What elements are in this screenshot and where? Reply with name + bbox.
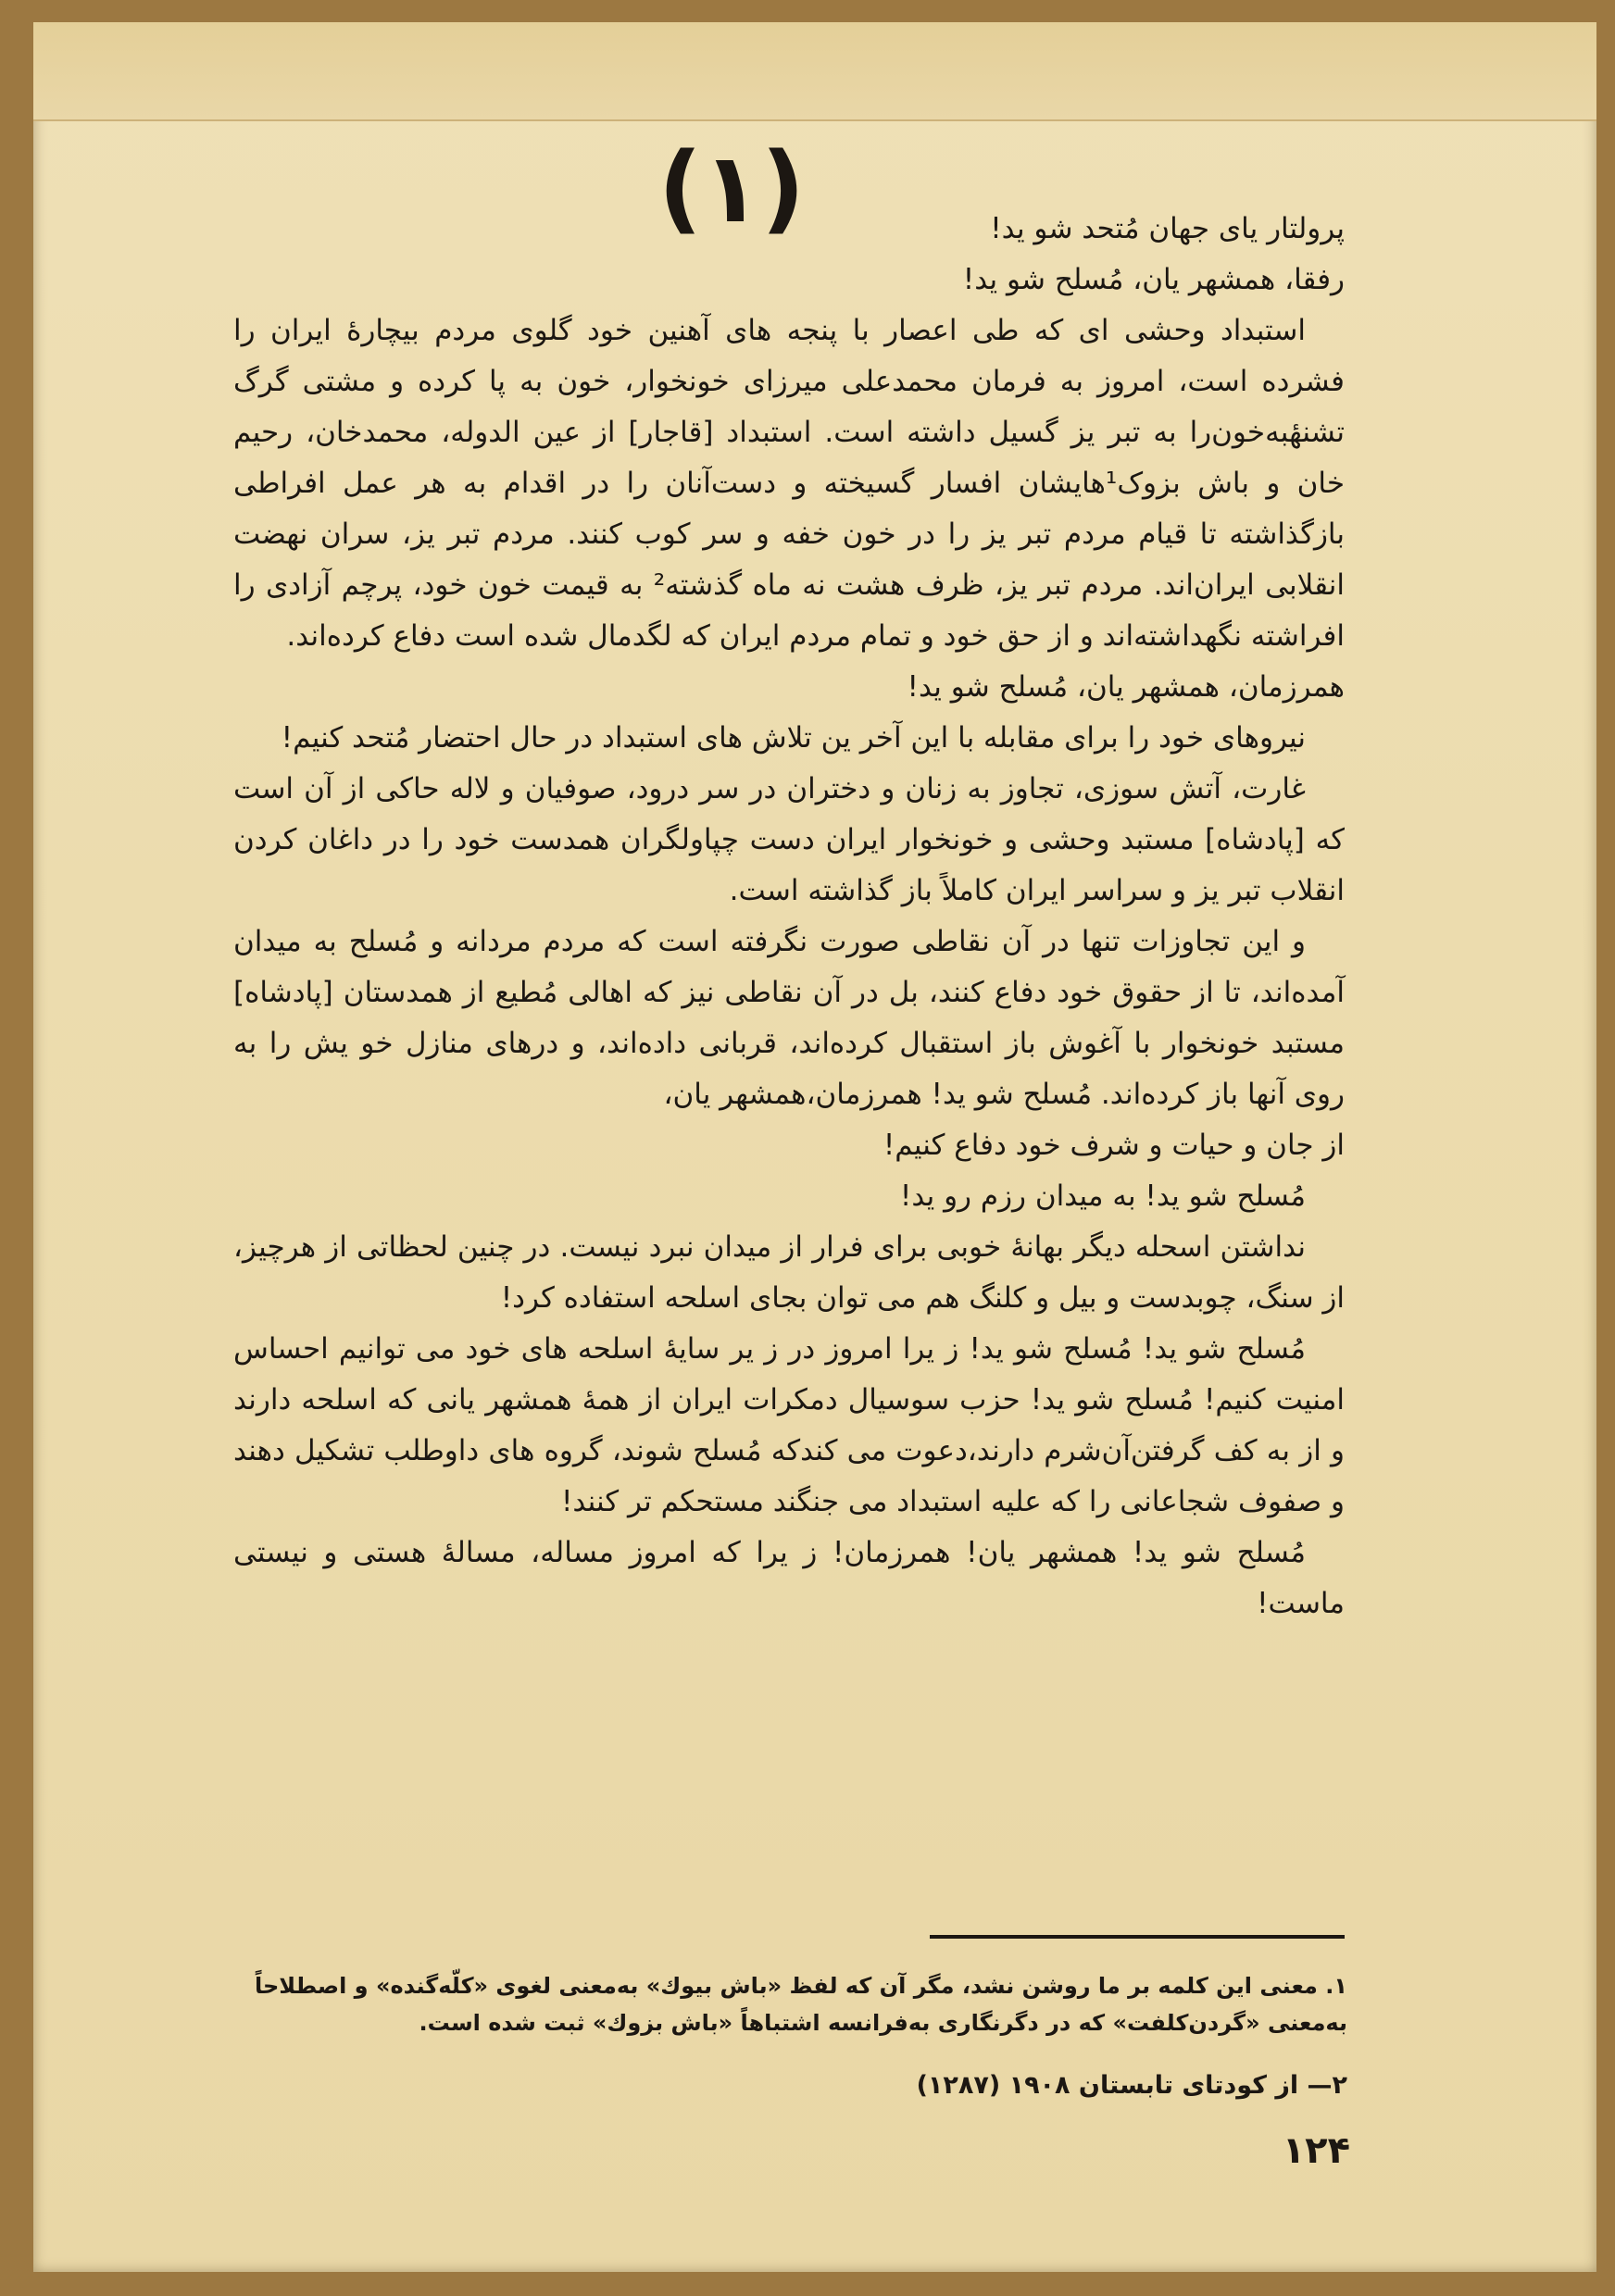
footnote-1: ۱. معنی این کلمه بر ما روشن نشد، مگر آن که لفظ «باش بیوك» به‌معنی لغوی «کلّه‌گنده» و اصطلاحاً به‌معنی «گردن‌کلفت» که در دگرنگاری به‌فرانسه اشتباهاً «باش بزوك» ثبت شده است.	[254, 1973, 1347, 2036]
paragraph-plunder: غارت، آتش سوزی، تجاوز به زنان و دختران در سر درود، صوفیان و لاله حاکی از آن است که [پادشاه] مستبد وحشی و خونخوار ایران دست چپاولگران همدست خود را در داغان کردن انقلاب تبر یز و سراسر ایران کاملاً باز گذاشته است.	[233, 772, 1345, 907]
page-number: ۱۲۴	[1282, 2129, 1350, 2172]
section-heading: (۱)	[657, 131, 806, 244]
paragraph-no-weapons: نداشتن اسحله دیگر بهانهٔ خوبی برای فرار از میدان نبرد نیست. در چنین لحظاتی از هرچیز، از سنگ، چوبدست و بیل و کلنگ هم می توان بجای اسلحه استفاده کرد!	[233, 1230, 1345, 1315]
slogan-fellow-fighters: همرزمان، همشهر یان، مُسلح شو ید!	[907, 670, 1345, 704]
paragraph-despotism: استبداد وحشی ای که طی اعصار با پنجه های آهنین خود گلوی مردم بیچارهٔ ایران را فشرده است، امروز به فرمان محمدعلی میرزای خونخوار، خون به پا کرده و مشتی گرگ تشنهٔبه‌خون‌را به تبر یز گسیل داشته است. استبداد [قاجار] از عین الدوله، محمدخان، رحیم خان و باش بزوک‌¹هایشان افسار گسیخته و دست‌آنان را در اقدام به هر عمل افراطی بازگذاشته تا قیام مردم تبر یز را در خون خفه و سر کوب کنند. مردم تبر یز، سران نهضت انقلابی ایران‌اند. مردم تبر یز، ظرف هشت نه ماه گذشته² به قیمت خون خود، پرچم آزادی را افراشته نگهداشته‌اند و از حق خود و تمام مردم ایران که لگدمال شده است دفاع کرده‌اند.	[233, 314, 1345, 653]
body-text	[233, 204, 1345, 1629]
paragraph-aggressions: و این تجاوزات تنها در آن نقاطی صورت نگرفته است که مردم مردانه و مُسلح به میدان آمده‌اند، تا از حقوق خود دفاع کنند، بل در آن نقاطی نیز که اهالی مُطیع از همدستان [پادشاه] مستبد خونخوار با آغوش باز استقبال کرده‌اند، قربانی داده‌اند، و درهای منازل خو یش را به روی آنها باز کرده‌اند. مُسلح شو ید! همرزمان،همشهر یان،	[233, 925, 1345, 1111]
slogan-comrades-arm: رفقا، همشهر یان، مُسلح شو ید!	[962, 263, 1345, 296]
footnote-2: ۲— از کودتای تابستان ۱۹۰۸ (۱۲۸۷)	[916, 2071, 1347, 2100]
footnotes	[208, 1967, 1347, 2104]
slogan-workers-unite: پرولتار یای جهان مُتحد شو ید!	[990, 212, 1345, 245]
slogan-to-battlefield: مُسلح شو ید! به میدان رزم رو ید!	[899, 1179, 1306, 1213]
paragraph-defend-life: از جان و حیات و شرف خود دفاع کنیم!	[883, 1129, 1345, 1162]
paragraph-unite-forces: نیروهای خود را برای مقابله با این آخر ین تلاش های استبداد در حال احتضار مُتحد کنیم!	[281, 721, 1306, 755]
paper-fold-strip	[33, 22, 1596, 121]
paragraph-arm-yourselves: مُسلح شو ید! مُسلح شو ید! ز یرا امروز در ز یر سایهٔ اسلحه های خود می توانیم احساس امنیت کنیم! مُسلح شو ید! حزب سوسیال دمکرات ایران از همهٔ همشهر یانی که اسلحه دارند و از به کف گرفتن‌آن‌شرم دارند،دعوت می کندکه مُسلح شوند، گروه های داوطلب تشکیل دهند و صفوف شجاعانی را که علیه استبداد می جنگند مستحکم تر کنند!	[233, 1332, 1345, 1518]
footnote-separator	[930, 1935, 1345, 1939]
paragraph-existence: مُسلح شو ید! همشهر یان! همرزمان! ز یرا که امروز مساله، مسالهٔ هستی و نیستی ماست!	[233, 1536, 1345, 1620]
